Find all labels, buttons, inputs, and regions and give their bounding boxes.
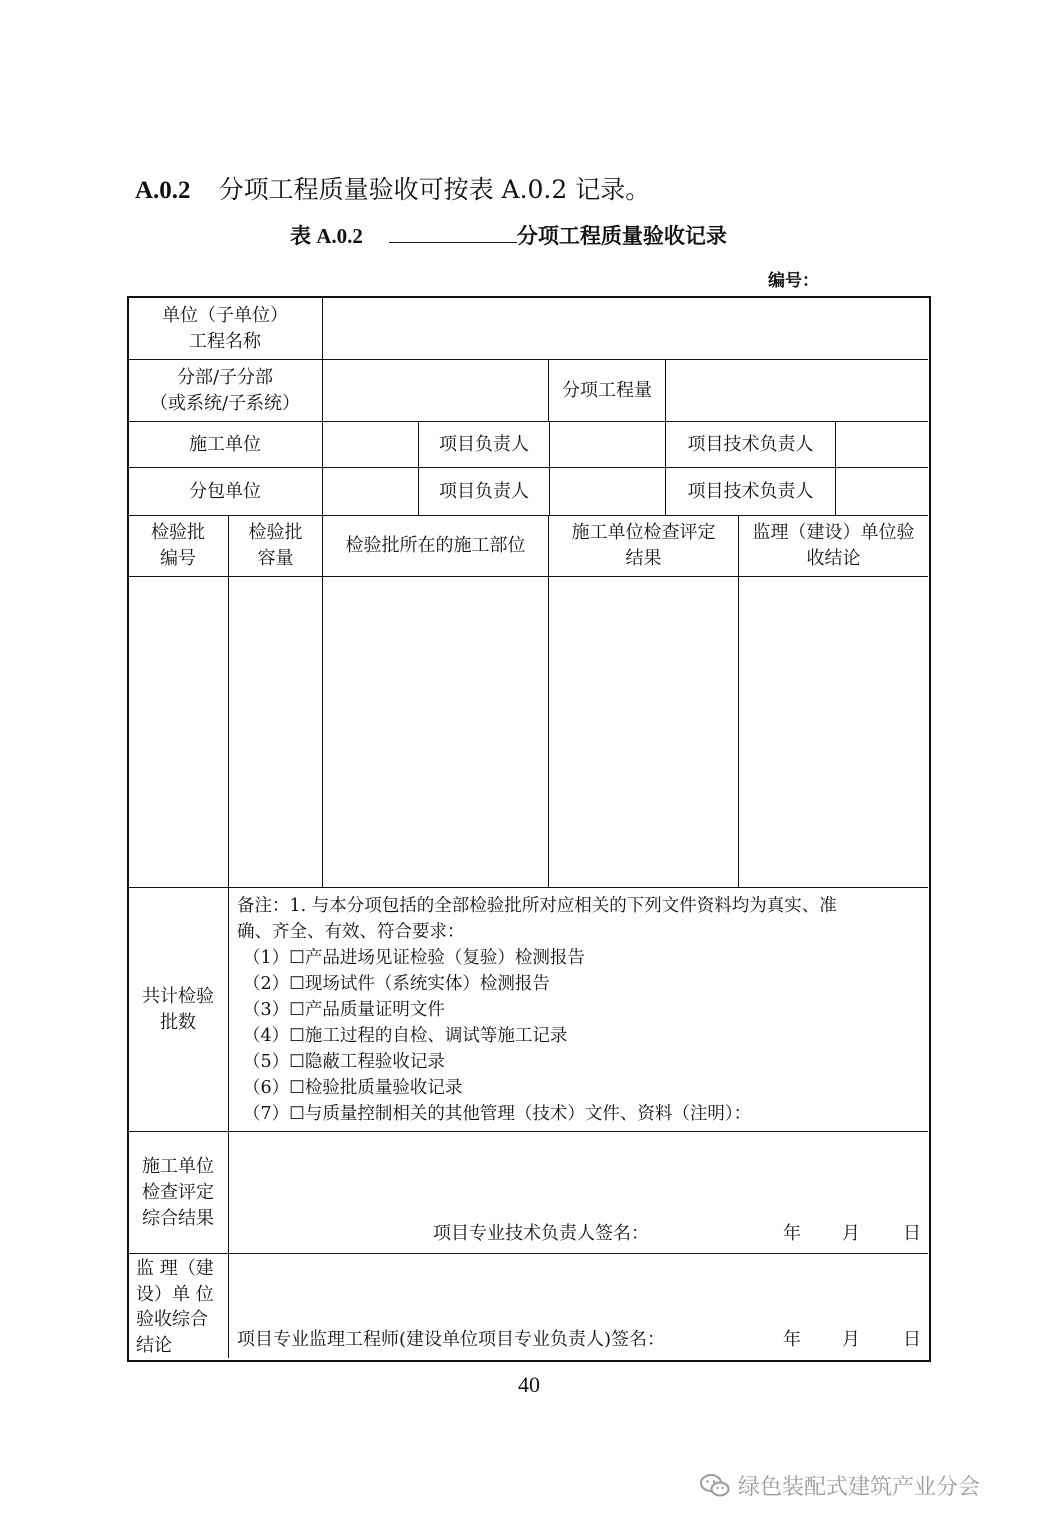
wechat-watermark <box>700 1470 980 1501</box>
wechat-icon <box>700 1473 730 1499</box>
section-heading <box>135 170 650 206</box>
section-number: A.0.2 <box>135 177 191 204</box>
construction-unit-label: 施工单位 <box>189 433 261 455</box>
remarks-item: （3）☐产品质量证明文件 <box>243 1000 445 1020</box>
remarks-item: （4）☐施工过程的自检、调试等施工记录 <box>243 1026 568 1046</box>
remarks-item: （6）☐检验批质量验收记录 <box>243 1078 463 1098</box>
contractor-date-day: 日 <box>903 1223 921 1244</box>
table-caption <box>290 220 727 250</box>
col-contractor-result: 施工单位检查评定 结果 <box>571 522 716 569</box>
supervisor-date-day: 日 <box>903 1329 921 1350</box>
supervisor-date-month: 月 <box>842 1329 860 1350</box>
col-supervisor-result: 监理（建设）单位验 收结论 <box>752 522 915 569</box>
supervisor-date-year: 年 <box>783 1329 801 1350</box>
section-text: 分项工程质量验收可按表 A.0.2 记录。 <box>218 175 651 204</box>
remarks-item: （5）☐隐蔽工程验收记录 <box>243 1052 445 1072</box>
page-number: 40 <box>518 1372 540 1397</box>
row-divider <box>128 887 928 888</box>
tech-manager-label: 项目技术负责人 <box>687 433 814 455</box>
contractor-date-year: 年 <box>783 1223 801 1244</box>
row-divider <box>128 576 928 577</box>
col-divider <box>549 422 550 516</box>
table-number: 表 A.0.2 <box>290 224 363 248</box>
project-manager-label: 项目负责人 <box>439 433 529 455</box>
item-quantity-label: 分项工程量 <box>562 379 652 401</box>
remarks-item: （1）☐产品进场见证检验（复验）检测报告 <box>243 948 585 968</box>
remarks-intro-cont: 确、齐全、有效、符合要求： <box>237 922 465 942</box>
col-divider <box>322 577 323 888</box>
col-batch-capacity: 检验批 容量 <box>248 522 303 569</box>
remarks-item: （7）☐与质量控制相关的其他管理（技术）文件、资料（注明）： <box>243 1104 752 1124</box>
col-batch-number: 检验批 编号 <box>151 522 205 569</box>
row-divider <box>128 1253 928 1254</box>
col-divider <box>835 422 836 516</box>
unit-name-label: 单位（子单位） 工程名称 <box>162 304 288 352</box>
contractor-date-month: 月 <box>842 1223 860 1244</box>
supervisor-signature-label: 项目专业监理工程师(建设单位项目专业负责人)签名： <box>237 1329 666 1350</box>
division-label: 分部/子分部 （或系统/子系统） <box>149 366 301 414</box>
subcontract-unit-label: 分包单位 <box>189 480 261 502</box>
col-construction-location: 检验批所在的施工部位 <box>345 535 526 556</box>
row-divider <box>128 1131 928 1132</box>
total-batches-label: 共计检验 批数 <box>142 985 214 1033</box>
contractor-signature-label: 项目专业技术负责人签名： <box>433 1223 649 1244</box>
contractor-eval-label: 施工单位 检查评定 综合结果 <box>142 1155 214 1229</box>
remarks-item: （2）☐现场试件（系统实体）检测报告 <box>243 974 550 994</box>
table-title: 分项工程质量验收记录 <box>516 224 727 248</box>
sub-project-manager-label: 项目负责人 <box>439 480 529 502</box>
supervisor-label: 监 理（建 设）单 位 验收综合 结论 <box>136 1258 214 1356</box>
watermark-text: 绿色装配式建筑产业分会 <box>738 1475 981 1500</box>
col-divider <box>228 516 229 1358</box>
caption-blank-line <box>389 224 517 243</box>
remarks-intro: 备注：1. 与本分项包括的全部检验批所对应相关的下列文件资料均为真实、准 <box>237 896 837 916</box>
serial-number-label: 编号： <box>768 271 819 291</box>
sub-tech-manager-label: 项目技术负责人 <box>687 480 814 502</box>
remarks-list <box>237 893 927 1127</box>
